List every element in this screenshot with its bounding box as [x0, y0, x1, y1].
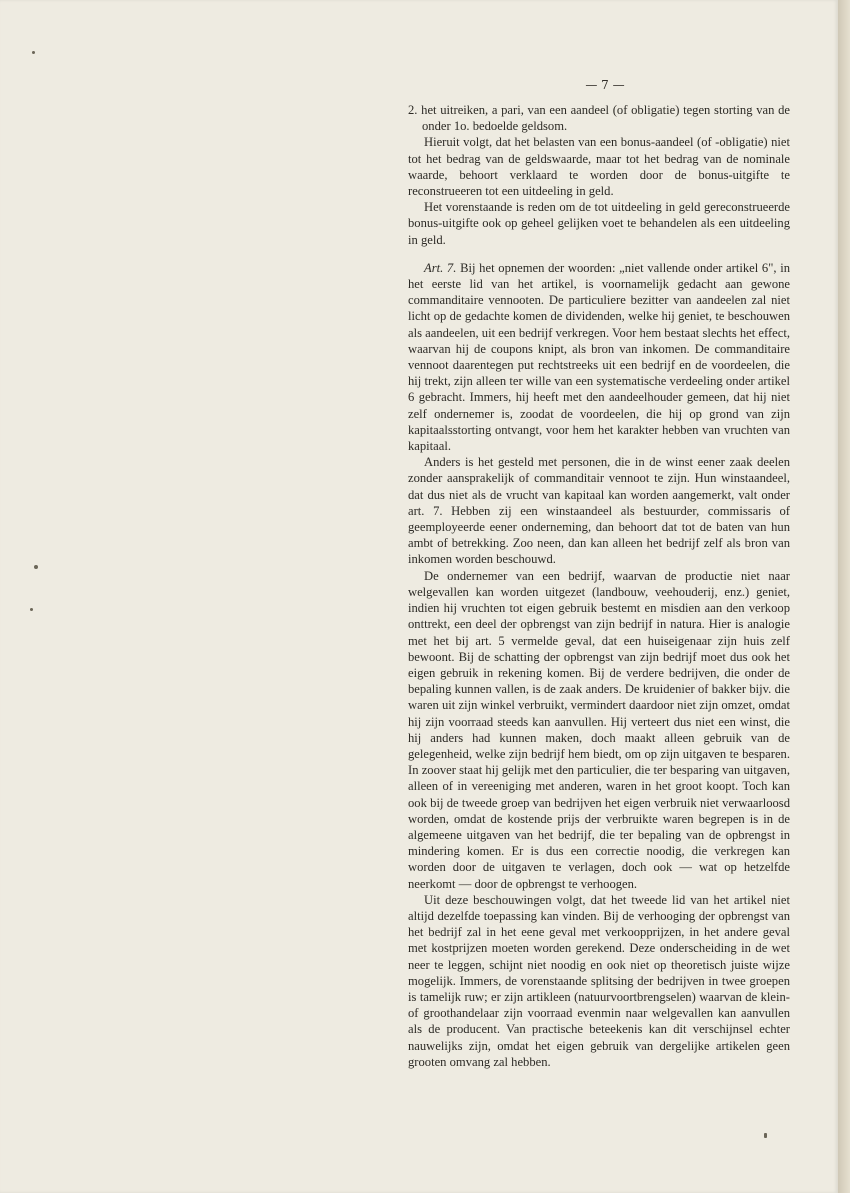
margin-mark: [764, 1133, 767, 1138]
article-label: Art. 7.: [424, 260, 457, 275]
paragraph: Anders is het gesteld met personen, die in de winst eener zaak deelen zonder aansprakelijk of commanditair vennoot te zijn. Hun winstaandeel, dat dus niet als de vrucht van kapitaal kan worden aangemerkt, valt onder art. 7. Hebben zij een winstaandeel als bestuurder, commissaris of geemployeerde eener onderneming, dan behoort dat tot de baten van hun ambt of betrekking. Zoo neen, dan kan alleen het bedrijf zelf als bron van inkomen worden beschouwd.: [408, 455, 790, 567]
page-edge: [838, 0, 850, 1193]
article-text: Bij het opnemen der woorden: „niet vallende onder artikel 6", in het eerste lid van het artikel, is voornamelijk gedacht aan gewone commanditaire vennooten. De particuliere bezitter van aandeelen zal niet licht op de gedachte komen de dividenden, welke hij geniet, te beschouwen als aandeelen, uit een bedrijf verkregen. Voor hem bestaat slechts het effect, waarvan hij de coupons knipt, als bron van inkomen. De commanditaire vennoot daarentegen put rechtstreeks uit een bedrijf en de voordeelen, die hij trekt, zijn alleen ter wille van een systematische verdeeling onder artikel 6 gebracht. Immers, hij heeft met den aandeelhouder gemeen, dat hij niet zelf ondernemer is, zoodat de voordeelen, die hij op grond van zijn kapitaalsstorting ontvangt, voor hem het karakter hebben van vruchten van kapitaal.: [408, 260, 790, 454]
body-text: [408, 102, 790, 1070]
paragraph: Uit deze beschouwingen volgt, dat het tweede lid van het artikel niet altijd dezelfde toepassing kan vinden. Bij de verhooging der opbrengst van het bedrijf zal in het eene geval met verkoopprijzen, in het andere geval met kostprijzen moeten worden gerekend. Deze onderscheiding in de wet neer te leggen, schijnt niet noodig en ook niet op theoretisch juiste wijze mogelijk. Immers, de vorenstaande splitsing der bedrijven in twee groepen is tamelijk ruw; er zijn artikleen (natuurvoortbrengselen) waarvan de klein- of groothandelaar zijn voorraad evenmin naar welgevallen kan aanvullen als de producent. Van practische beteekenis kan dit verschijnsel echter nauwelijks zijn, omdat het eigen gebruik van dergelijke artikelen geen grooten omvang zal hebben.: [408, 892, 790, 1069]
paragraph: De ondernemer van een bedrijf, waarvan de productie niet naar welgevallen kan worden uitgezet (landbouw, veehouderij, enz.) geniet, indien hij vruchten tot eigen gebruik bestemt en misdien aan den verkoop onttrekt, een deel der opbrengst van zijn bedrijf in natura. Hier is analogie met het bij art. 5 vermelde geval, dat een huiseigenaar zijn huis zelf bewoont. Bij de schatting der opbrengst van zijn bedrijf moet dus ook het eigen gebruik in rekening komen. Bij de verdere bedrijven, die onder de bepaling kunnen vallen, is de zaak anders. De kruidenier of bakker bijv. die waren uit zijn winkel verbruikt, vermindert daardoor niet zijn omzet, omdat hij zijn voorraad steeds kan aanvullen. Hij verteert dus niet een winst, die hij anders had kunnen maken, doch maakt alleen gebruik van de gelegenheid, welke zijn bedrijf hem biedt, om op zijn uitgaven te besparen. In zoover staat hij gelijk met den particulier, die ter besparing van uitgaven, alleen of in vereeniging met anderen, waren in het groot koopt. Toch kan ook bij de tweede groep van bedrijven het eigen verbruik niet verwaarloosd worden, omdat de kostende prijs der verbruikte waren begrepen is in de algemeene uitgaven van het bedrijf, die ter bepaling van de opbrengst in mindering komen. Er is dus een correctie noodig, die verkregen kan worden door de uitgaven te verlagen, doch ook — wat op hetzelfde neerkomt — door de opbrengst te verhoogen.: [408, 568, 790, 891]
margin-mark: [32, 51, 35, 54]
article-paragraph: [408, 260, 790, 454]
paragraph: Het vorenstaande is reden om de tot uitdeeling in geld gereconstrueerde bonus-uitgifte ook op geheel gelijken voet te behandelen als een uitdeeling in geld.: [408, 200, 790, 247]
page-number: — 7 —: [585, 78, 625, 92]
margin-mark: [30, 608, 33, 611]
paragraph: Hieruit volgt, dat het belasten van een bonus-aandeel (of -obligatie) niet tot het bedrag van de geldswaarde, maar tot het bedrag van de nominale waarde, behoort verklaard te worden door de bonus-uitgifte te reconstrueeren tot een uitdeeling in geld.: [408, 135, 790, 199]
margin-mark: [34, 565, 38, 569]
list-item-2: 2. het uitreiken, a pari, van een aandeel (of obligatie) tegen storting van de onder 1o. bedoelde geldsom.: [408, 103, 790, 134]
